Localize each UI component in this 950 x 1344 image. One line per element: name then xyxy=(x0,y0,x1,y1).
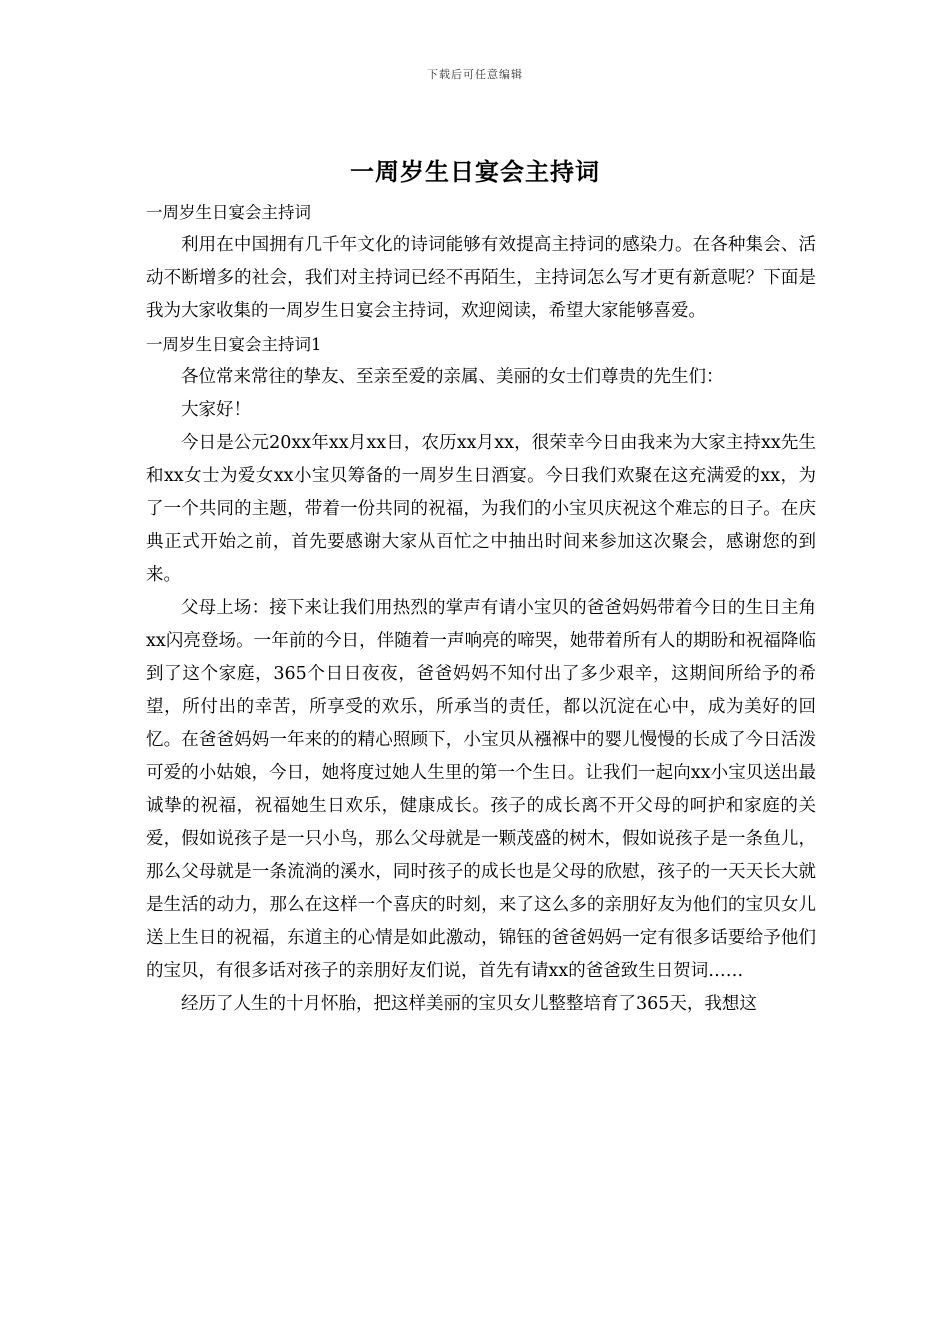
section-heading: 一周岁生日宴会主持词1 xyxy=(146,335,322,354)
greeting-paragraph: 各位常来常往的挚友、至亲至爱的亲属、美丽的女士们尊贵的先生们： xyxy=(181,367,724,387)
document-subtitle: 一周岁生日宴会主持词 xyxy=(146,203,311,222)
hello-paragraph: 大家好！ xyxy=(181,400,251,420)
body-paragraph-3: 经历了人生的十月怀胎，把这样美丽的宝贝女儿整整培育了365天，我想这 xyxy=(181,994,757,1014)
body-paragraph-2: 父母上场：接下来让我们用热烈的掌声有请小宝贝的爸爸妈妈带着今日的生日主角xx闪亮登场。一年前的今日，伴随着一声响亮的啼哭，她带着所有人的期盼和祝福降临到了这个家庭，365个日日夜夜，爸爸妈妈不知付出了多少艰辛，这期间所给予的希望，所付出的幸苦，所享受的欢乐，所承当的责任，都以沉淀在心中，成为美好的回忆。在爸爸妈妈一年来的的精心照顾下，小宝贝从襁褓中的婴儿慢慢的长成了今日活泼可爱的小姑娘，今日，她将度过她人生里的第一个生日。让我们一起向xx小宝贝送出最诚挚的祝福，祝福她生日欢乐，健康成长。孩子的成长离不开父母的呵护和家庭的关爱，假如说孩子是一只小鸟，那么父母就是一颗茂盛的树木，假如说孩子是一条鱼儿，那么父母就是一条流淌的溪水，同时孩子的成长也是父母的欣慰，孩子的一天天长大就是生活的动力，那么在这样一个喜庆的时刻，来了这么多的亲朋好友为他们的宝贝女儿送上生日的祝福，东道主的心情是如此激动，锦钰的爸爸妈妈一定有很多话要给予他们的宝贝，有很多话对孩子的亲朋好友们说，首先有请xx的爸爸致生日贺词…… xyxy=(146,598,816,981)
document-title: 一周岁生日宴会主持词 xyxy=(350,157,600,186)
body-paragraph-1: 今日是公元20xx年xx月xx日，农历xx月xx，很荣幸今日由我来为大家主持xx先生和xx女士为爱女xx小宝贝筹备的一周岁生日酒宴。今日我们欢聚在这充满爱的xx，为了一个共同的主题，带着一份共同的祝福，为我们的小宝贝庆祝这个难忘的日子。在庆典正式开始之前，首先要感谢大家从百忙之中抽出时间来参加这次聚会，感谢您的到来。 xyxy=(146,433,816,585)
document-body xyxy=(146,196,816,1021)
intro-paragraph: 利用在中国拥有几千年文化的诗词能够有效提高主持词的感染力。在各种集会、活动不断增多的社会，我们对主持词已经不再陌生，主持词怎么写才更有新意呢？下面是我为大家收集的一周岁生日宴会主持词，欢迎阅读，希望大家能够喜爱。 xyxy=(146,235,816,321)
page-header-note: 下载后可任意编辑 xyxy=(427,68,523,81)
